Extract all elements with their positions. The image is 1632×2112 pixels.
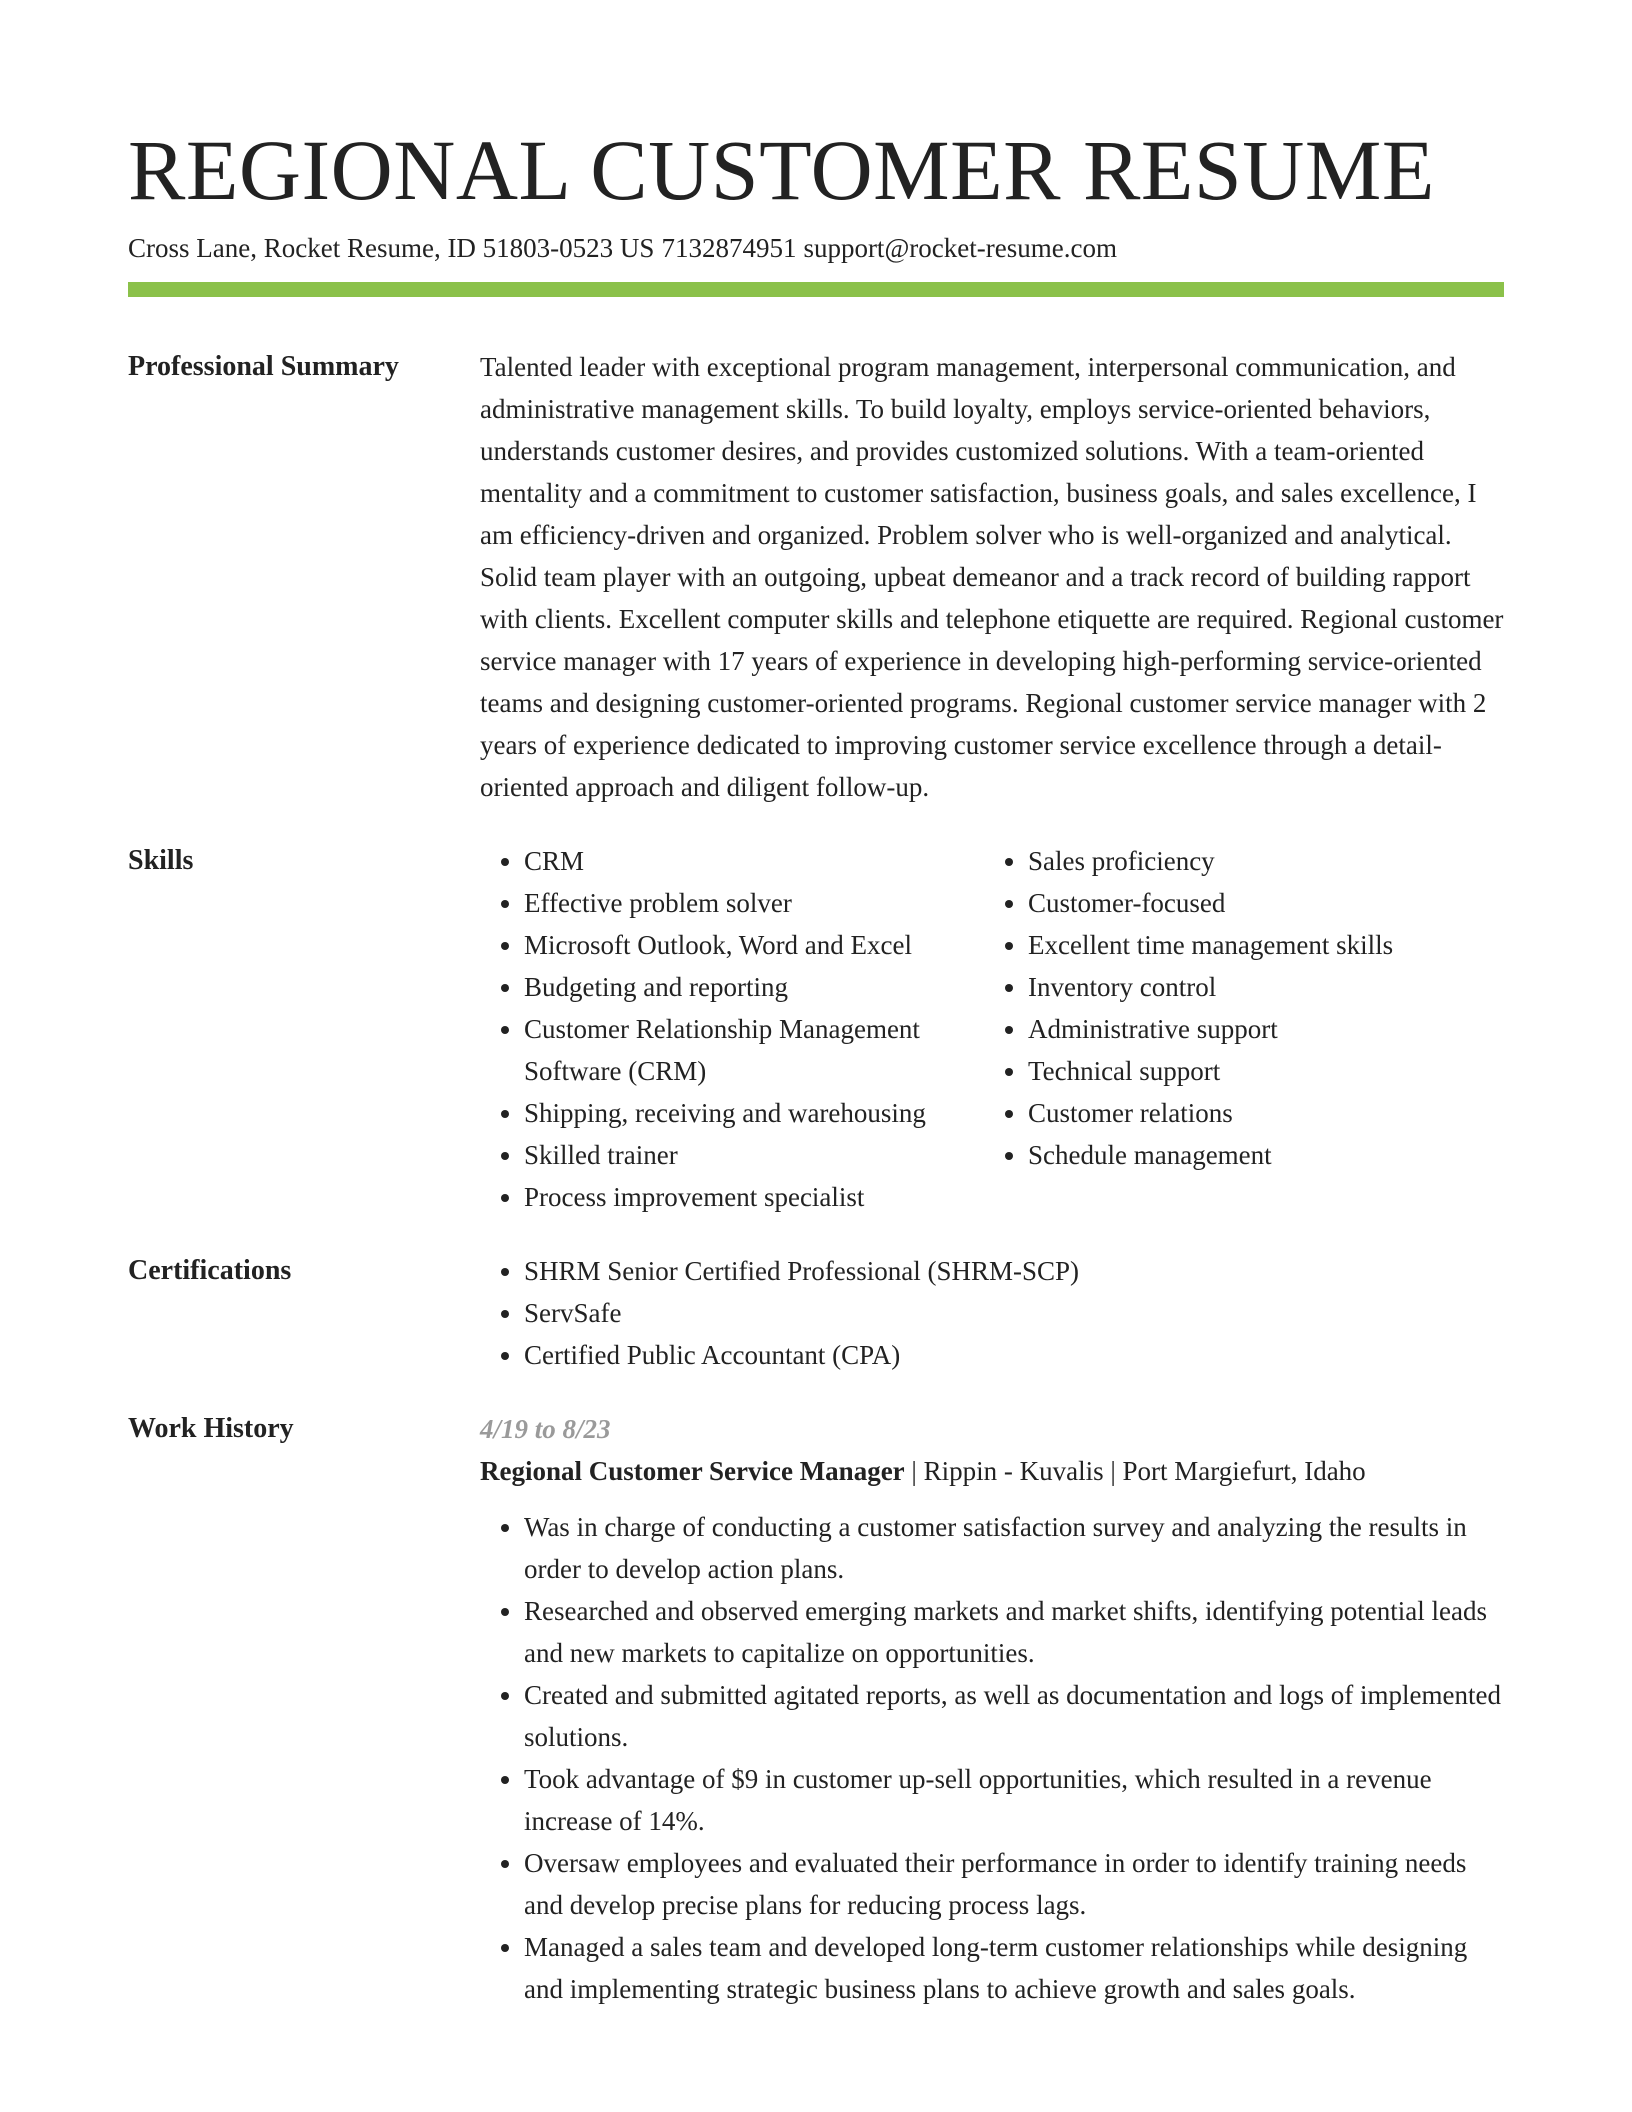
skill-item: • Skilled trainer bbox=[524, 1134, 984, 1176]
skills-columns bbox=[480, 840, 1504, 1218]
job-entry bbox=[480, 1408, 1504, 2010]
contact-phone: 7132874951 bbox=[661, 233, 797, 263]
skill-item: • Customer-focused bbox=[1028, 882, 1488, 924]
certifications-section bbox=[128, 1250, 1504, 1376]
resume-title: REGIONAL CUSTOMER RESUME bbox=[128, 122, 1435, 218]
contact-line bbox=[128, 230, 1504, 266]
job-dates: 4/19 to 8/23 bbox=[480, 1414, 611, 1444]
job-bullet: • Created and submitted agitated reports, as well as documentation and logs of implemented solutions. bbox=[524, 1674, 1504, 1758]
skill-item: • Sales proficiency bbox=[1028, 840, 1488, 882]
certification-item: • Certified Public Accountant (CPA) bbox=[524, 1334, 1504, 1376]
certifications-list bbox=[480, 1250, 1504, 1376]
resume-page bbox=[128, 120, 1504, 2010]
skills-left-column bbox=[480, 840, 984, 1218]
job-bullet: • Took advantage of $9 in customer up-sell opportunities, which resulted in a revenue increase of 14%. bbox=[524, 1758, 1504, 1842]
work-history-section bbox=[128, 1408, 1504, 2010]
job-bullet: • Was in charge of conducting a customer satisfaction survey and analyzing the results in order to develop action plans. bbox=[524, 1506, 1504, 1590]
contact-email: support@rocket-resume.com bbox=[803, 233, 1117, 263]
skill-item: • Shipping, receiving and warehousing bbox=[524, 1092, 984, 1134]
skill-item: • Microsoft Outlook, Word and Excel bbox=[524, 924, 984, 966]
skill-item: • Administrative support bbox=[1028, 1008, 1488, 1050]
job-title: Regional Customer Service Manager bbox=[480, 1456, 905, 1486]
summary-heading: Professional Summary bbox=[128, 351, 399, 382]
job-bullet: • Oversaw employees and evaluated their performance in order to identify training needs and develop precise plans for reducing process lags. bbox=[524, 1842, 1504, 1926]
job-employer-location: | Rippin - Kuvalis | Port Margiefurt, Idaho bbox=[904, 1456, 1366, 1486]
skill-item: • Schedule management bbox=[1028, 1134, 1488, 1176]
skill-item: • Budgeting and reporting bbox=[524, 966, 984, 1008]
work-history-heading: Work History bbox=[128, 1413, 294, 1444]
skill-item: • Customer relations bbox=[1028, 1092, 1488, 1134]
job-bullet: • Researched and observed emerging markets and market shifts, identifying potential leads and new markets to capitalize on opportunities. bbox=[524, 1590, 1504, 1674]
skill-item: • Customer Relationship Management Software (CRM) bbox=[524, 1008, 984, 1092]
skill-item: • Effective problem solver bbox=[524, 882, 984, 924]
skill-item: • Inventory control bbox=[1028, 966, 1488, 1008]
skill-item: • Technical support bbox=[1028, 1050, 1488, 1092]
job-heading bbox=[480, 1450, 1504, 1492]
header-divider bbox=[128, 282, 1504, 297]
job-bullets bbox=[480, 1506, 1504, 2010]
skill-item: • CRM bbox=[524, 840, 984, 882]
job-bullet: • Managed a sales team and developed long-term customer relationships while designing and implementing strategic business plans to achieve growth and sales goals. bbox=[524, 1926, 1504, 2010]
certification-item: • SHRM Senior Certified Professional (SHRM-SCP) bbox=[524, 1250, 1504, 1292]
skills-heading: Skills bbox=[128, 845, 194, 876]
contact-address: Cross Lane, Rocket Resume, ID 51803-0523 US bbox=[128, 233, 655, 263]
certifications-heading: Certifications bbox=[128, 1255, 292, 1286]
summary-section bbox=[128, 346, 1504, 808]
skills-right-column bbox=[984, 840, 1488, 1218]
skill-item: • Excellent time management skills bbox=[1028, 924, 1488, 966]
summary-text: Talented leader with exceptional program management, interpersonal communication, and administrative management skills. To build loyalty, employs service-oriented behaviors, understands customer desires, and provides customized solutions. With a team-oriented mentality and a commitment to customer satisfaction, business goals, and sales excellence, I am efficiency-driven and organized. Problem solver who is well-organized and analytical. Solid team player with an outgoing, upbeat demeanor and a track record of building rapport with clients. Excellent computer skills and telephone etiquette are required. Regional customer service manager with 17 years of experience in developing high-performing service-oriented teams and designing customer-oriented programs. Regional customer service manager with 2 years of experience dedicated to improving customer service excellence through a detail-oriented approach and diligent follow-up. bbox=[480, 352, 1504, 802]
skill-item: • Process improvement specialist bbox=[524, 1176, 984, 1218]
certification-item: • ServSafe bbox=[524, 1292, 1504, 1334]
skills-section bbox=[128, 840, 1504, 1218]
